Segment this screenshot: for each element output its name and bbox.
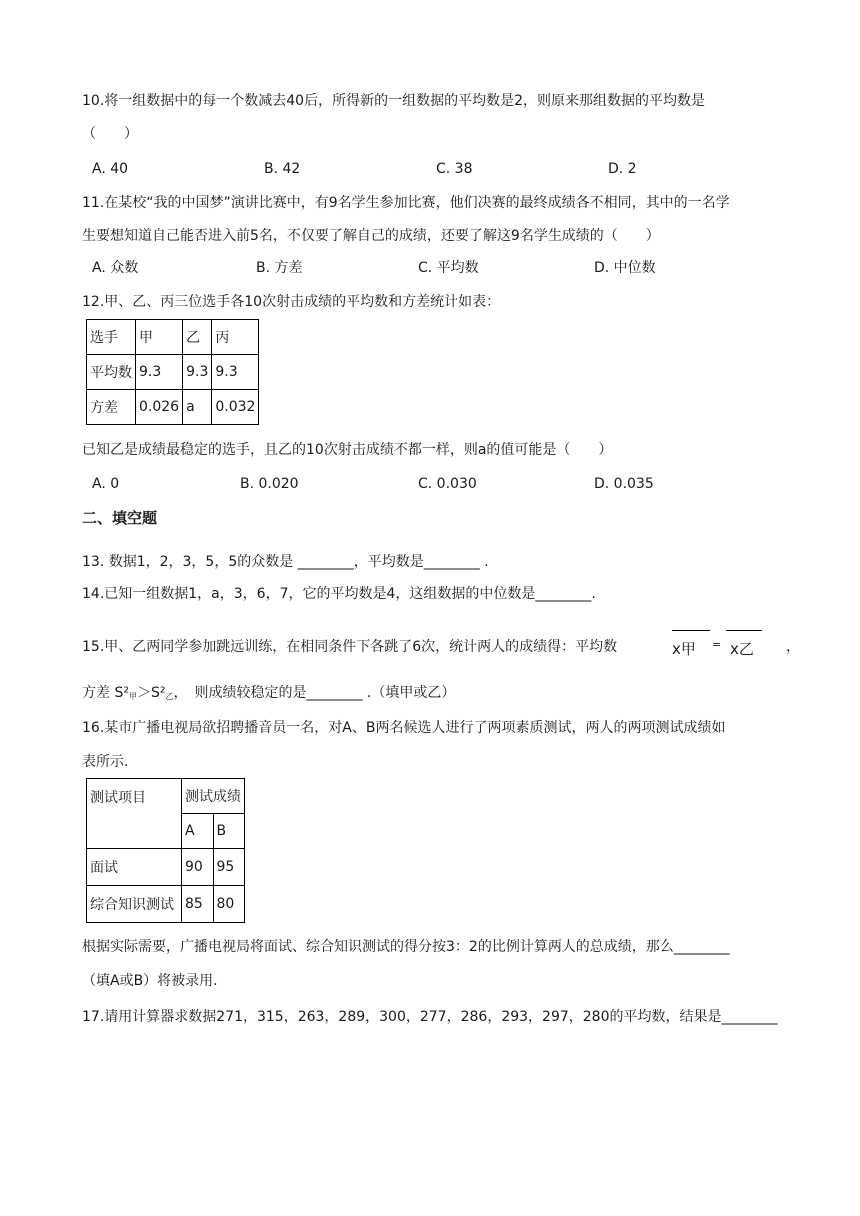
q17-text: 17.请用计算器求数据271，315，263，289，300，277，286，293，297，280的平均数，结果是________ — [82, 1009, 778, 1025]
q16-line2: 表所示. — [82, 754, 129, 770]
table-row — [87, 355, 259, 390]
sub-yi: 乙 — [738, 640, 754, 658]
sub-jia: 甲 — [680, 640, 696, 658]
table-cell: 平均数 — [87, 355, 136, 390]
q13-text: 13. 数据1，2，3，5，5的众数是 ________，平均数是________ . — [82, 554, 489, 570]
table-row — [87, 320, 259, 355]
subscript-jia: 甲 — [128, 692, 137, 701]
table-row — [87, 779, 245, 814]
q16-line4: （填A或B）将被录用. — [82, 973, 218, 989]
table-cell: 选手 — [87, 320, 136, 355]
overline — [726, 630, 762, 631]
x-symbol: x — [730, 640, 739, 658]
table-cell: 0.032 — [212, 390, 259, 425]
table-cell: 甲 — [136, 320, 183, 355]
table-cell: 9.3 — [183, 355, 212, 390]
q12-table — [86, 319, 259, 425]
q10-option-d: D. 2 — [608, 161, 637, 177]
table-cell: 9.3 — [212, 355, 259, 390]
table-cell: 90 — [182, 849, 214, 886]
q12-option-a: A. 0 — [92, 476, 120, 492]
subscript-yi: 乙 — [165, 692, 174, 701]
q10-option-a: A. 40 — [92, 161, 129, 177]
q11-line1: 11.在某校“我的中国梦”演讲比赛中，有9名学生参加比赛，他们决赛的最终成绩各不相同，其中的一名学 — [82, 195, 730, 211]
q11-option-a: A. 众数 — [92, 260, 139, 276]
q12-question: 已知乙是成绩最稳定的选手，且乙的10次射击成绩不都一样，则a的值可能是（ ） — [82, 442, 613, 458]
table-header-item: 测试项目 — [87, 779, 182, 849]
mean-formula — [666, 629, 776, 665]
q11-option-b: B. 方差 — [256, 260, 303, 276]
q15-line2: 方差 $S^2_甲>S^2_乙$， 则成绩较稳定的是________ .（填甲或乙） — [82, 685, 456, 701]
q10-paren: （ ） — [82, 126, 138, 142]
overline — [672, 630, 710, 631]
table-cell: 0.026 — [136, 390, 183, 425]
table-cell: 80 — [213, 886, 245, 923]
q12-option-d: D. 0.035 — [594, 476, 654, 492]
table-col-b: B — [213, 814, 245, 849]
q16-table — [86, 778, 245, 923]
q11-option-d: D. 中位数 — [594, 260, 656, 276]
table-row — [87, 849, 245, 886]
q15-comma: ， — [786, 639, 800, 655]
table-cell: 95 — [213, 849, 245, 886]
x-symbol: x — [672, 640, 681, 658]
table-cell: 面试 — [87, 849, 182, 886]
q16-line1: 16.某市广播电视局欲招聘播音员一名，对A、B两名候选人进行了两项素质测试，两人的两项测试成绩如 — [82, 720, 726, 736]
q16-line3: 根据实际需要，广播电视局将面试、综合知识测试的得分按3：2的比例计算两人的总成绩，那么________ — [82, 939, 730, 955]
table-cell: 综合知识测试 — [87, 886, 182, 923]
q11-line2: 生要想知道自己能否进入前5名，不仅要了解自己的成绩，还要了解这9名学生成绩的（ ） — [82, 228, 660, 244]
q10-option-c: C. 38 — [436, 161, 473, 177]
table-cell: 方差 — [87, 390, 136, 425]
q10-option-b: B. 42 — [264, 161, 301, 177]
q12-option-b: B. 0.020 — [240, 476, 299, 492]
q10-text: 10.将一组数据中的每一个数减去40后，所得新的一组数据的平均数是2，则原来那组数据的平均数是 — [82, 93, 705, 109]
table-cell: 乙 — [183, 320, 212, 355]
table-cell: 丙 — [212, 320, 259, 355]
table-cell: 85 — [182, 886, 214, 923]
table-cell: a — [183, 390, 212, 425]
section-heading: 二、填空题 — [82, 509, 158, 527]
table-row — [87, 886, 245, 923]
table-cell: 9.3 — [136, 355, 183, 390]
q12-text: 12.甲、乙、丙三位选手各10次射击成绩的平均数和方差统计如表： — [82, 294, 501, 310]
q12-option-c: C. 0.030 — [418, 476, 477, 492]
table-col-a: A — [182, 814, 214, 849]
q14-text: 14.已知一组数据1，a，3，6，7，它的平均数是4，这组数据的中位数是________. — [82, 586, 596, 602]
equals-sign: = — [712, 638, 722, 651]
table-header-score: 测试成绩 — [182, 779, 245, 814]
q11-option-c: C. 平均数 — [418, 260, 479, 276]
q15-line1: 15.甲、乙两同学参加跳远训练，在相同条件下各跳了6次，统计两人的成绩得：平均数 — [82, 639, 618, 655]
table-row — [87, 390, 259, 425]
